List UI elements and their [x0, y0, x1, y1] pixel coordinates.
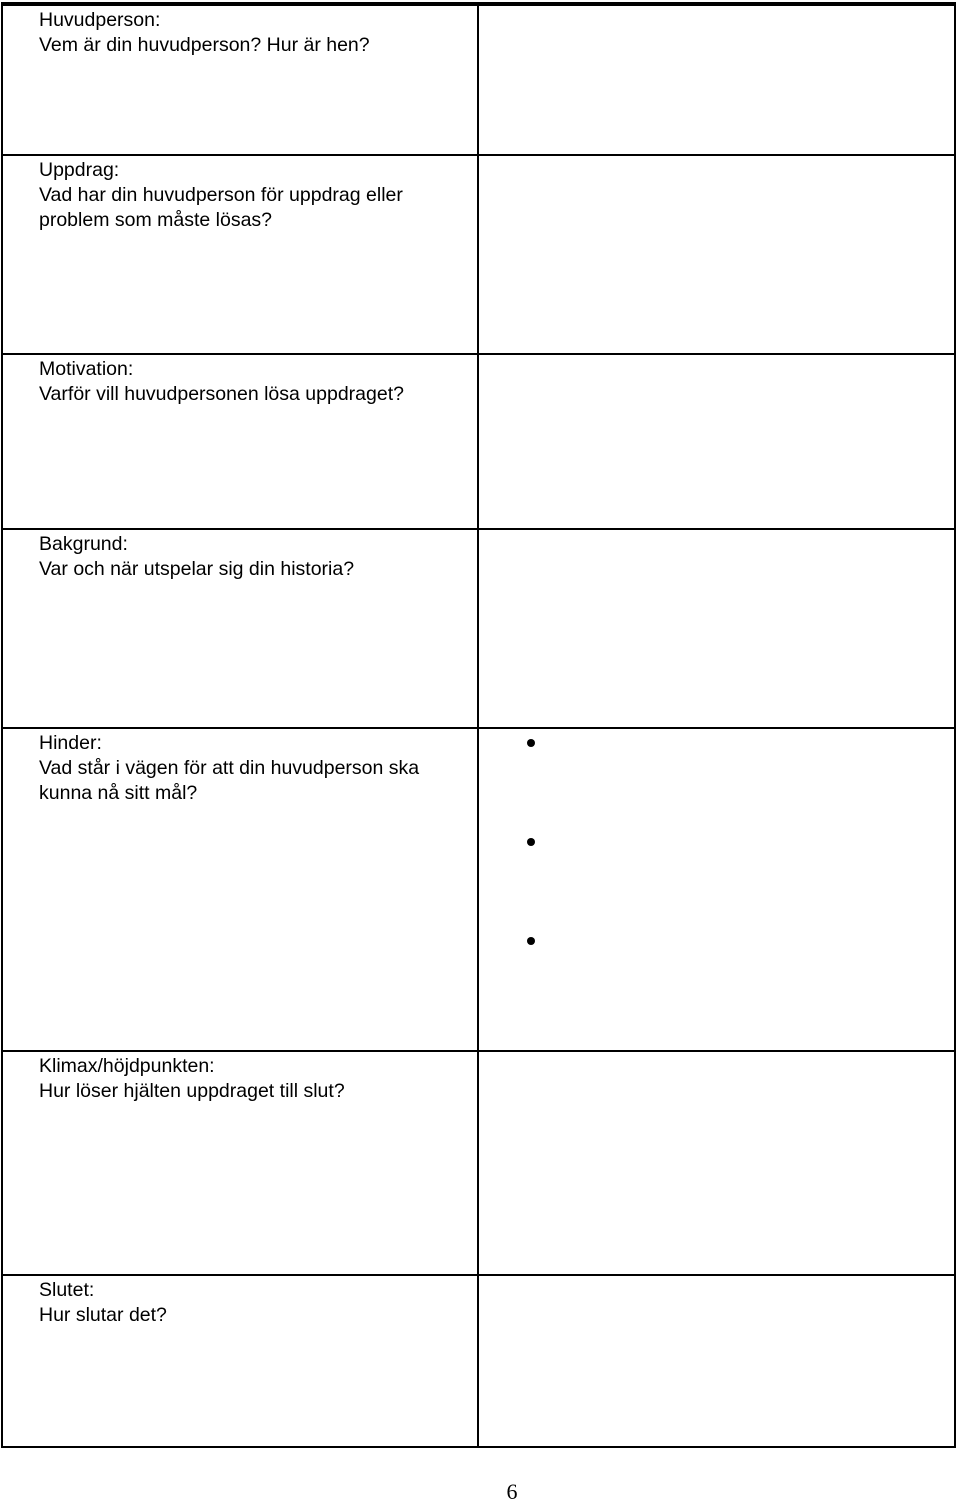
prompt-cell [3, 156, 477, 353]
row-question: Varför vill huvudpersonen lösa uppdraget? [39, 383, 404, 405]
answer-cell[interactable] [479, 6, 954, 154]
row-question: Var och när utspelar sig din historia? [39, 558, 355, 580]
row-question: Hur löser hjälten uppdraget till slut? [39, 1080, 345, 1102]
prompt-cell [3, 729, 477, 1050]
answer-cell[interactable] [479, 530, 954, 727]
prompt-cell [3, 1052, 477, 1274]
row-label: Huvudperson: [39, 9, 161, 31]
prompt-cell [3, 530, 477, 727]
row-question: Vad har din huvudperson för uppdrag eller problem som måste lösas? [39, 184, 403, 231]
prompt-cell [3, 6, 477, 154]
answer-cell[interactable] [479, 1052, 954, 1274]
table-row-bakgrund [3, 528, 954, 727]
story-planning-table [1, 2, 956, 1448]
table-row-motivation [3, 353, 954, 528]
answer-cell[interactable] [479, 729, 954, 1050]
bullet-point [527, 838, 535, 846]
table-row-hinder [3, 727, 954, 1050]
answer-cell[interactable] [479, 1276, 954, 1448]
answer-cell[interactable] [479, 355, 954, 528]
row-label: Motivation: [39, 358, 134, 380]
answer-cell[interactable] [479, 156, 954, 353]
bullet-point [527, 739, 535, 747]
row-label: Slutet: [39, 1279, 95, 1301]
table-row-uppdrag [3, 154, 954, 353]
table-row-klimax [3, 1050, 954, 1274]
row-label: Klimax/höjdpunkten: [39, 1055, 215, 1077]
row-label: Bakgrund: [39, 533, 128, 555]
table-row-slutet [3, 1274, 954, 1448]
row-label: Hinder: [39, 732, 102, 754]
table-row-huvudperson [3, 4, 954, 154]
page-number: 6 [506, 1479, 518, 1504]
row-question: Vem är din huvudperson? Hur är hen? [39, 34, 370, 56]
row-question: Hur slutar det? [39, 1304, 167, 1326]
row-question: Vad står i vägen för att din huvudperson ska kunna nå sitt mål? [39, 757, 420, 804]
row-label: Uppdrag: [39, 159, 120, 181]
bullet-point [527, 937, 535, 945]
prompt-cell [3, 1276, 477, 1448]
prompt-cell [3, 355, 477, 528]
